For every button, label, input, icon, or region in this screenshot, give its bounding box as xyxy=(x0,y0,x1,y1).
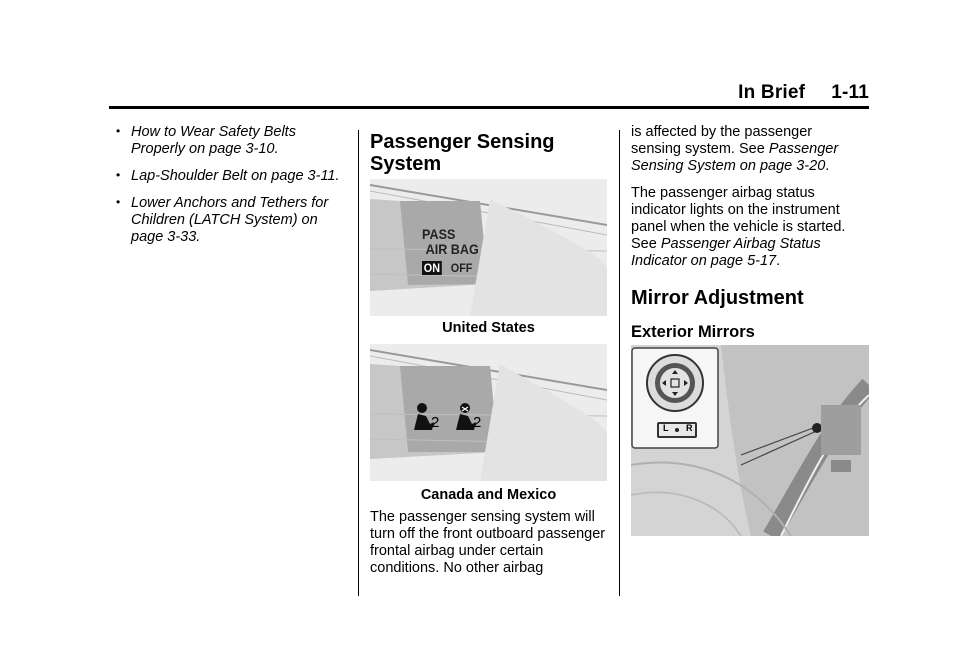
icon-suffix: 2 xyxy=(431,414,440,431)
section-heading: Mirror Adjustment xyxy=(631,287,804,309)
mirror-left-label: L xyxy=(663,423,669,433)
canada-mexico-indicator-figure xyxy=(370,344,607,481)
exterior-mirror-figure xyxy=(631,345,869,536)
bullet-list xyxy=(116,124,352,256)
list-item xyxy=(116,168,352,185)
icon-suffix: 2 xyxy=(473,414,482,431)
column-divider-1 xyxy=(358,130,359,596)
list-item xyxy=(116,124,352,158)
para-text: The passenger airbag status indicator lights on the instrument panel when the vehicle is started. See xyxy=(631,185,846,252)
bullet-link[interactable]: How to Wear Safety Belts Properly on page 3-10. xyxy=(131,124,296,157)
pass-airbag-label xyxy=(422,227,479,276)
bullet-icon: • xyxy=(116,168,121,182)
dash-illustration xyxy=(370,179,607,316)
bullet-icon: • xyxy=(116,195,121,209)
para-text: . xyxy=(776,253,781,269)
door-panel-illustration xyxy=(631,345,869,536)
column-3 xyxy=(631,124,866,342)
para-text: . xyxy=(825,158,830,174)
bullet-link[interactable]: Lower Anchors and Tethers for Children (LATCH System) on page 3-33. xyxy=(131,195,329,245)
passenger-sensing-section xyxy=(370,131,610,175)
us-indicator-figure xyxy=(370,179,607,316)
page-header xyxy=(0,82,869,104)
mirror-right-label: R xyxy=(686,423,693,433)
header-rule xyxy=(109,106,869,109)
pass-text: PASS xyxy=(422,226,456,242)
subsection-heading: Exterior Mirrors xyxy=(631,323,755,341)
paragraph xyxy=(631,185,866,270)
list-item xyxy=(116,195,352,246)
page-number: 1-11 xyxy=(831,82,869,103)
paragraph xyxy=(631,124,866,175)
bullet-link[interactable]: Lap-Shoulder Belt on page 3-11. xyxy=(131,168,340,184)
para-text: is affected by the passenger sensing system. See xyxy=(631,124,813,157)
on-indicator: ON xyxy=(423,261,440,275)
figure-caption: Canada and Mexico xyxy=(420,487,557,503)
column-divider-2 xyxy=(619,130,620,596)
cross-reference-link[interactable]: Passenger Sensing System on page 3-20 xyxy=(631,141,839,174)
passenger-sensing-paragraph: The passenger sensing system will turn off the front outboard passenger frontal airbag under certain conditions. No other airbag xyxy=(370,509,606,576)
airbag-text: AIR BAG xyxy=(425,241,479,257)
figure-caption: United States xyxy=(442,320,535,336)
dash-illustration xyxy=(370,344,607,481)
cross-reference-link[interactable]: Passenger Airbag Status Indicator on page 5-17 xyxy=(631,236,821,269)
bullet-icon: • xyxy=(116,124,121,138)
section-title: In Brief xyxy=(738,82,806,103)
section-heading: Passenger Sensing System xyxy=(370,131,555,175)
off-indicator: OFF xyxy=(450,261,473,275)
